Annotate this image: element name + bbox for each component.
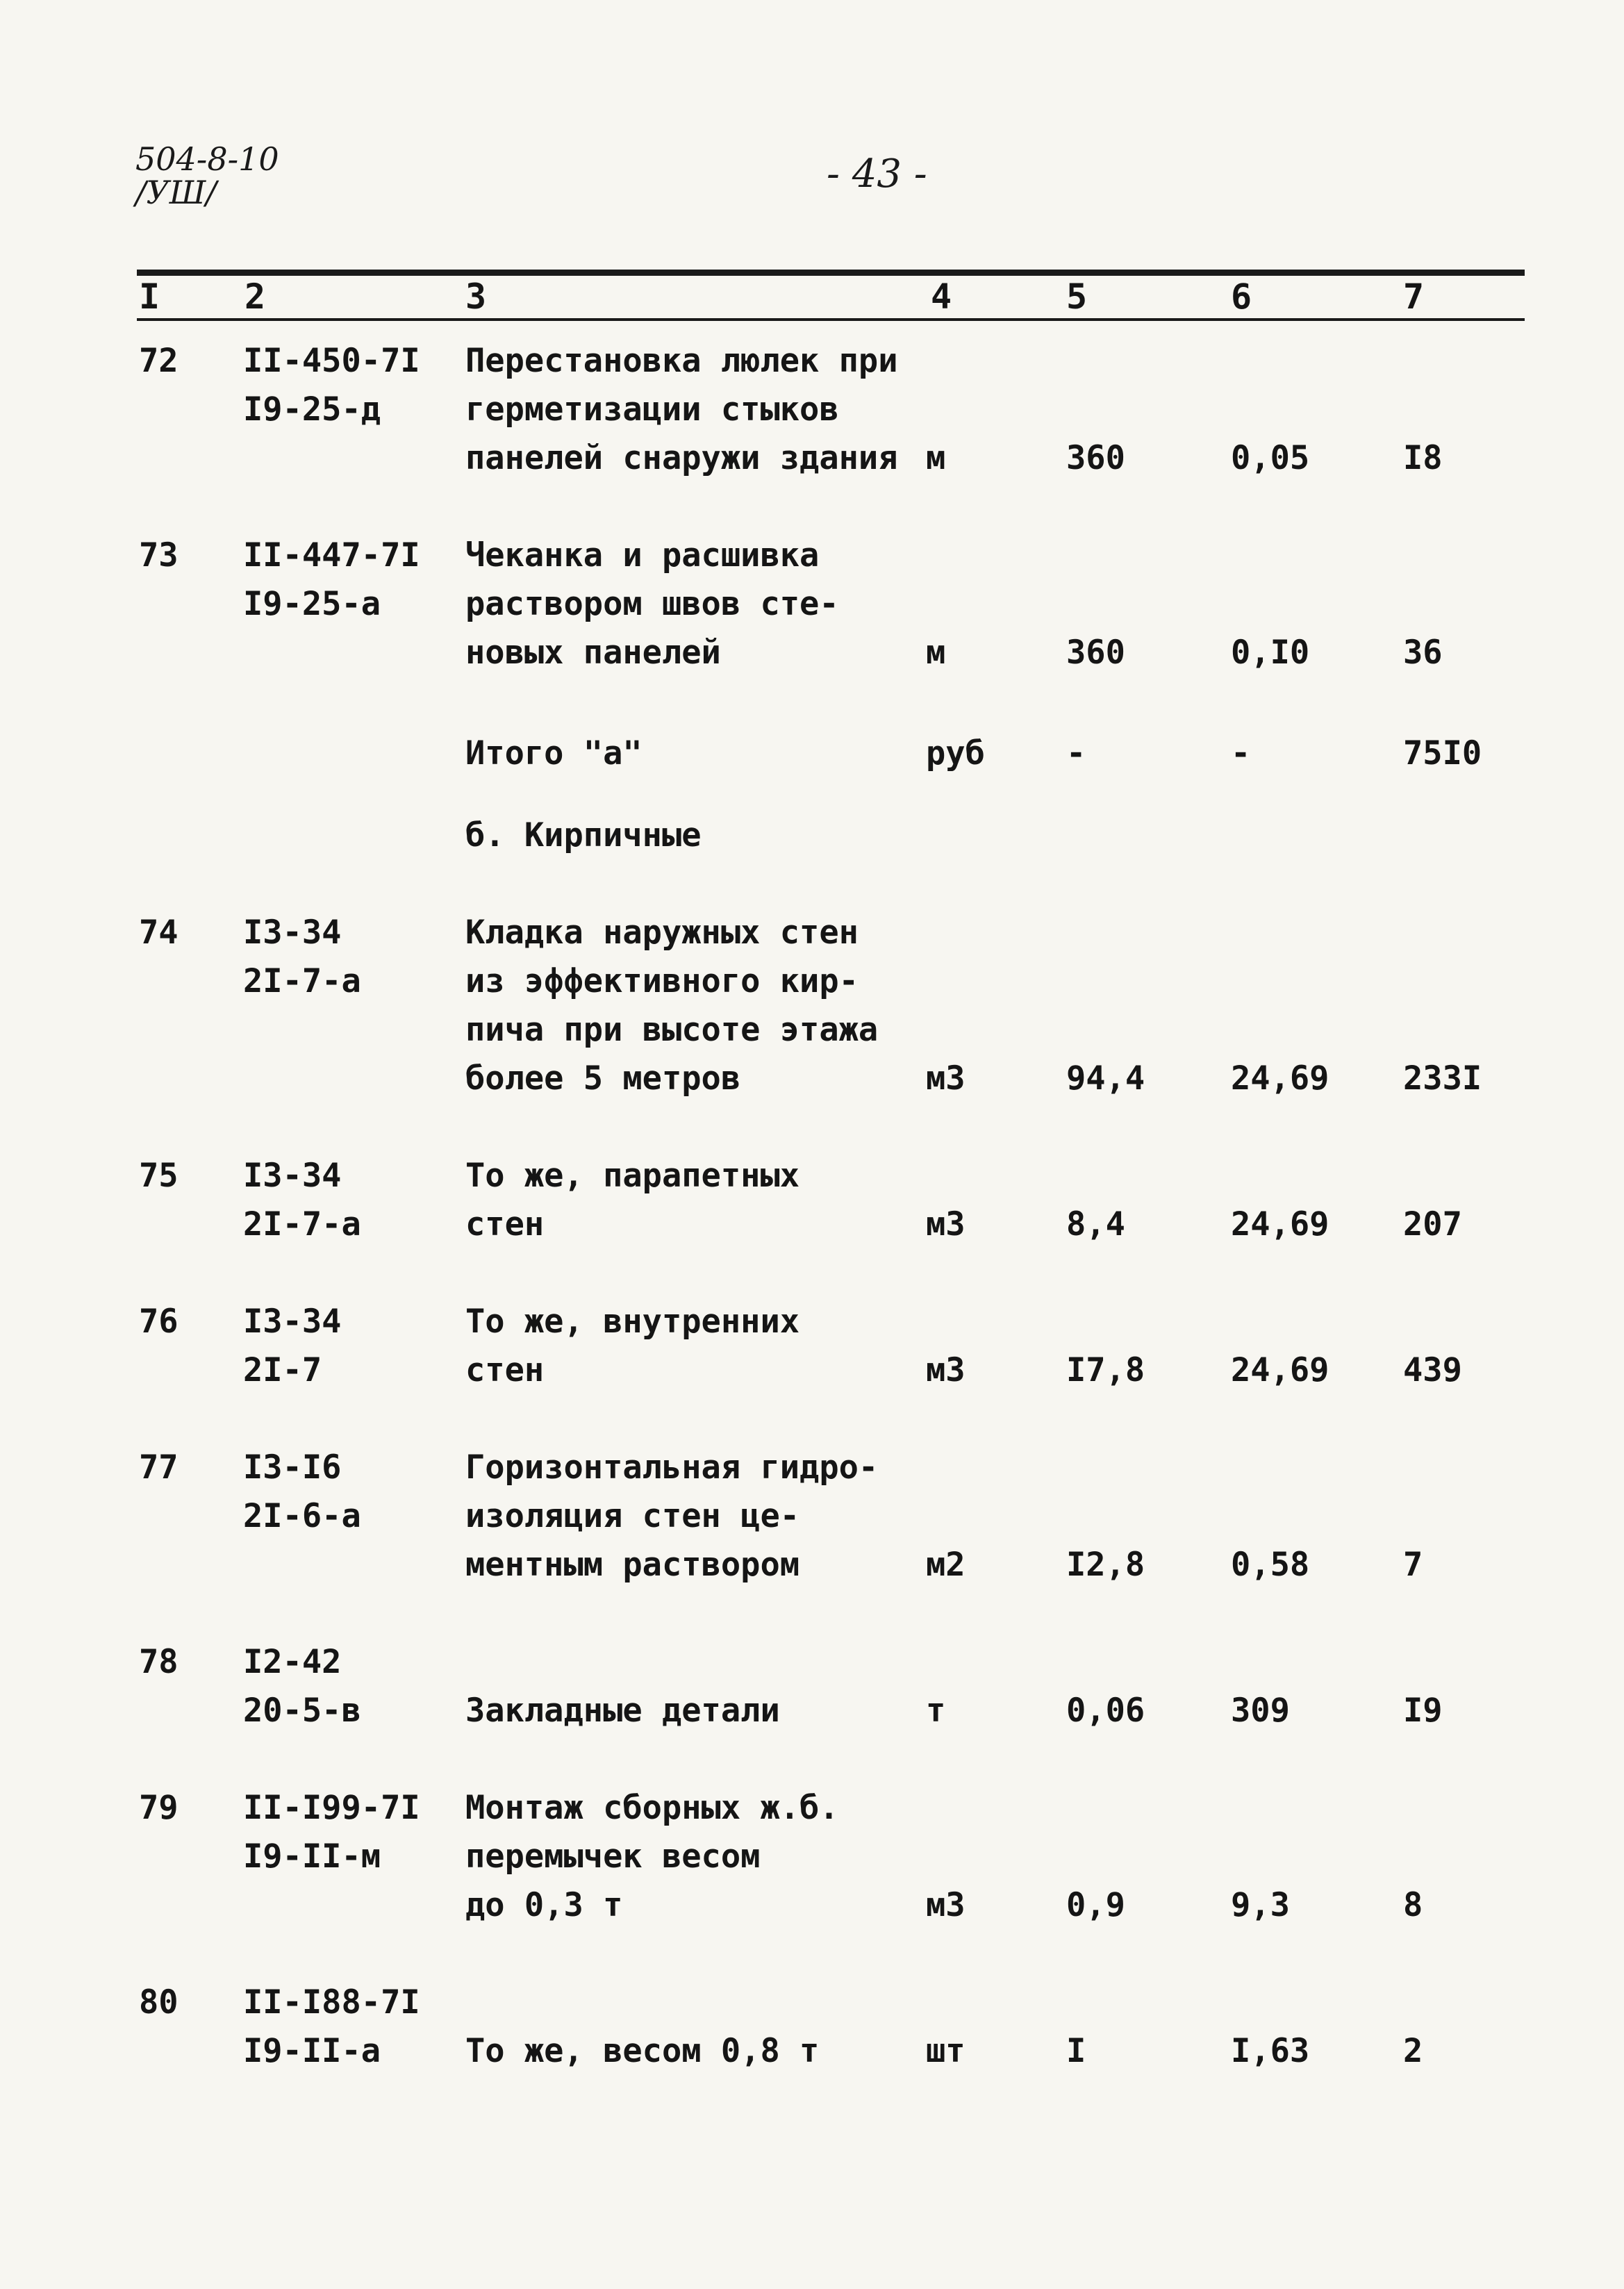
row-unit: м3	[926, 1059, 966, 1098]
row-quantity: I2,8	[1066, 1546, 1145, 1584]
column-header-1: I	[139, 276, 160, 317]
row-description: Перестановка люлек при герметизации стыков панелей снаружи здания	[465, 342, 898, 477]
row-total: 36	[1403, 634, 1443, 672]
row-quantity: 360	[1066, 634, 1125, 672]
row-unit: м	[926, 634, 946, 672]
row-code: II-I88-7I I9-II-а	[243, 1983, 420, 2070]
row-price: 0,58	[1231, 1546, 1310, 1584]
row-price: 0,05	[1231, 439, 1310, 477]
row-number: 72	[139, 342, 179, 380]
row-unit: м2	[926, 1546, 966, 1584]
row-total: 7	[1403, 1546, 1423, 1584]
row-description: То же, внутренних стен	[465, 1303, 800, 1389]
row-description: Монтаж сборных ж.б. перемычек весом до 0,3 т	[465, 1789, 839, 1924]
row-number: 76	[139, 1303, 179, 1341]
document-code	[135, 142, 279, 209]
row-total: I9	[1403, 1692, 1443, 1730]
row-code: II-I99-7I I9-II-м	[243, 1789, 420, 1876]
row-total: I8	[1403, 439, 1443, 477]
row-total: 439	[1403, 1351, 1462, 1389]
row-price: 309	[1231, 1692, 1290, 1730]
row-number: 73	[139, 536, 179, 575]
row-number: 74	[139, 914, 179, 952]
column-header-2: 2	[245, 276, 266, 317]
row-description: Чеканка и расшивка раствором швов сте- новых панелей	[465, 536, 839, 672]
row-quantity: 0,9	[1066, 1886, 1125, 1924]
table-header-rule	[137, 318, 1525, 321]
row-code: II-450-7I I9-25-д	[243, 342, 420, 429]
row-price: 9,3	[1231, 1886, 1290, 1924]
row-quantity: I	[1066, 2032, 1086, 2070]
subtotal-price: -	[1231, 734, 1251, 772]
row-price: 24,69	[1231, 1205, 1329, 1243]
row-unit: м3	[926, 1205, 966, 1243]
row-number: 80	[139, 1983, 179, 2022]
column-header-4: 4	[931, 276, 952, 317]
row-description: Закладные детали	[465, 1692, 780, 1730]
subtotal-unit: руб	[926, 734, 985, 772]
row-unit: м3	[926, 1886, 966, 1924]
row-number: 79	[139, 1789, 179, 1827]
row-total: 207	[1403, 1205, 1462, 1243]
row-total: 2	[1403, 2032, 1423, 2070]
document-code-section: /УШ/	[135, 174, 217, 211]
row-description: Горизонтальная гидро- изоляция стен це- ментным раствором	[465, 1448, 879, 1584]
row-total: 8	[1403, 1886, 1423, 1924]
row-quantity: 8,4	[1066, 1205, 1125, 1243]
row-number: 78	[139, 1643, 179, 1681]
row-price: 24,69	[1231, 1351, 1329, 1389]
row-unit: м	[926, 439, 946, 477]
row-code: I3-34 2I-7-а	[243, 914, 361, 1000]
row-code: I3-34 2I-7	[243, 1303, 342, 1389]
row-number: 75	[139, 1157, 179, 1195]
page-number: - 43 -	[827, 151, 927, 197]
subtotal-label: Итого "а"	[465, 734, 643, 772]
column-header-5: 5	[1066, 276, 1088, 317]
row-code: I3-34 2I-7-а	[243, 1157, 361, 1243]
subtotal-quantity: -	[1066, 734, 1086, 772]
row-unit: м3	[926, 1351, 966, 1389]
row-price: I,63	[1231, 2032, 1310, 2070]
table-top-rule	[137, 270, 1525, 276]
row-number: 77	[139, 1448, 179, 1487]
column-header-7: 7	[1403, 276, 1425, 317]
row-quantity: 0,06	[1066, 1692, 1145, 1730]
row-code: I2-42 20-5-в	[243, 1643, 361, 1730]
document-code-number: 504-8-10	[135, 140, 279, 178]
row-code: I3-I6 2I-6-а	[243, 1448, 361, 1535]
row-quantity: I7,8	[1066, 1351, 1145, 1389]
row-quantity: 94,4	[1066, 1059, 1145, 1098]
row-price: 0,I0	[1231, 634, 1310, 672]
row-description: Кладка наружных стен из эффективного кир- пича при высоте этажа более 5 метров	[465, 914, 879, 1098]
row-price: 24,69	[1231, 1059, 1329, 1098]
row-total: 233I	[1403, 1059, 1482, 1098]
row-quantity: 360	[1066, 439, 1125, 477]
row-unit: т	[926, 1692, 946, 1730]
column-header-6: 6	[1231, 276, 1252, 317]
row-description: То же, весом 0,8 т	[465, 2032, 820, 2070]
row-unit: шт	[926, 2032, 966, 2070]
row-code: II-447-7I I9-25-а	[243, 536, 420, 623]
row-description: То же, парапетных стен	[465, 1157, 800, 1243]
column-header-3: 3	[465, 276, 487, 317]
section-heading: б. Кирпичные	[465, 816, 702, 854]
subtotal-total: 75I0	[1403, 734, 1482, 772]
